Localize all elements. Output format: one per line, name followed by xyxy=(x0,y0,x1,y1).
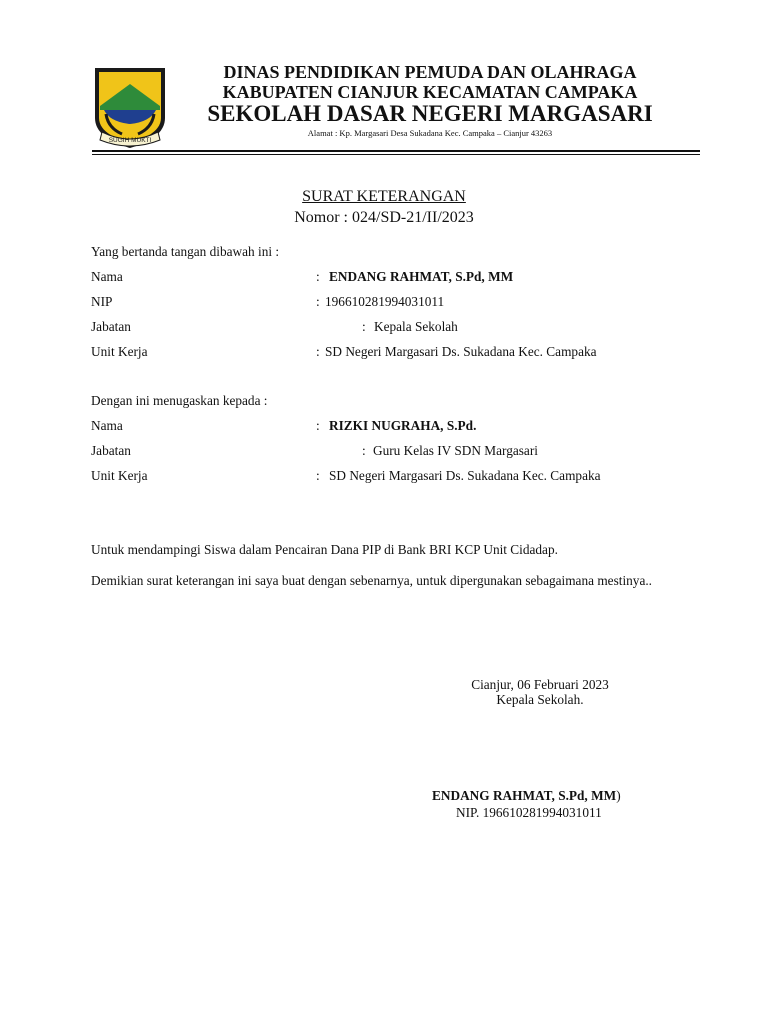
assignee-name-label: Nama xyxy=(91,418,123,433)
signer-unit-value: SD Negeri Margasari Ds. Sukadana Kec. Campaka xyxy=(325,344,597,359)
assignee-unit-value: SD Negeri Margasari Ds. Sukadana Kec. Campaka xyxy=(329,468,601,483)
school-address: Alamat : Kp. Margasari Desa Sukadana Kec. Campaka – Cianjur 43263 xyxy=(307,128,553,138)
signer-position-footer: Kepala Sekolah. xyxy=(496,692,584,707)
school-name: SEKOLAH DASAR NEGERI MARGASARI xyxy=(207,101,653,126)
assignee-unit-sep: : xyxy=(316,468,320,483)
letter-title: SURAT KETERANGAN xyxy=(302,188,466,205)
letterhead-rule-thick xyxy=(92,150,700,152)
signer-position-value: Kepala Sekolah xyxy=(374,319,458,334)
signature-name: ENDANG RAHMAT, S.Pd, MM xyxy=(432,788,617,803)
assignee-name-sep: : xyxy=(316,418,320,433)
assignee-position-sep: : xyxy=(362,443,366,458)
logo-ribbon-text: SUGIH MUKTI xyxy=(108,137,152,144)
signer-name-value: ENDANG RAHMAT, S.Pd, MM xyxy=(329,269,514,284)
signer-unit-label: Unit Kerja xyxy=(91,344,148,359)
assign-intro: Dengan ini menugaskan kepada : xyxy=(91,393,268,408)
signer-position-sep: : xyxy=(362,319,366,334)
regency-name: KABUPATEN CIANJUR KECAMATAN CAMPAKA xyxy=(222,82,638,102)
assignee-position-value: Guru Kelas IV SDN Margasari xyxy=(373,443,538,458)
signer-nip-label: NIP xyxy=(91,294,113,309)
signer-position-label: Jabatan xyxy=(91,319,131,334)
closing-paragraph: Demikian surat keterangan ini saya buat dengan sebenarnya, untuk dipergunakan sebagaimana mestinya.. xyxy=(91,573,652,588)
agency-name: DINAS PENDIDIKAN PEMUDA DAN OLAHRAGA xyxy=(223,62,637,82)
signer-nip-value: 196610281994031011 xyxy=(325,294,445,309)
letterhead-rule-thin xyxy=(92,154,700,155)
letter-number: Nomor : 024/SD-21/II/2023 xyxy=(294,209,474,226)
signature-nip: NIP. 196610281994031011 xyxy=(456,805,602,820)
assignee-unit-label: Unit Kerja xyxy=(91,468,148,483)
signature-name-suffix: ) xyxy=(616,788,621,803)
place-date: Cianjur, 06 Februari 2023 xyxy=(471,677,609,692)
school-logo xyxy=(92,66,168,150)
assignee-position-label: Jabatan xyxy=(91,443,131,458)
signer-name-sep: : xyxy=(316,269,320,284)
purpose-paragraph: Untuk mendampingi Siswa dalam Pencairan Dana PIP di Bank BRI KCP Unit Cidadap. xyxy=(91,542,558,557)
signature-name-line xyxy=(432,788,621,804)
signer-intro: Yang bertanda tangan dibawah ini : xyxy=(91,244,280,259)
signer-nip-sep: : xyxy=(316,294,320,309)
signer-name-label: Nama xyxy=(91,269,123,284)
signer-unit-sep: : xyxy=(316,344,320,359)
assignee-name-value: RIZKI NUGRAHA, S.Pd. xyxy=(329,418,477,433)
